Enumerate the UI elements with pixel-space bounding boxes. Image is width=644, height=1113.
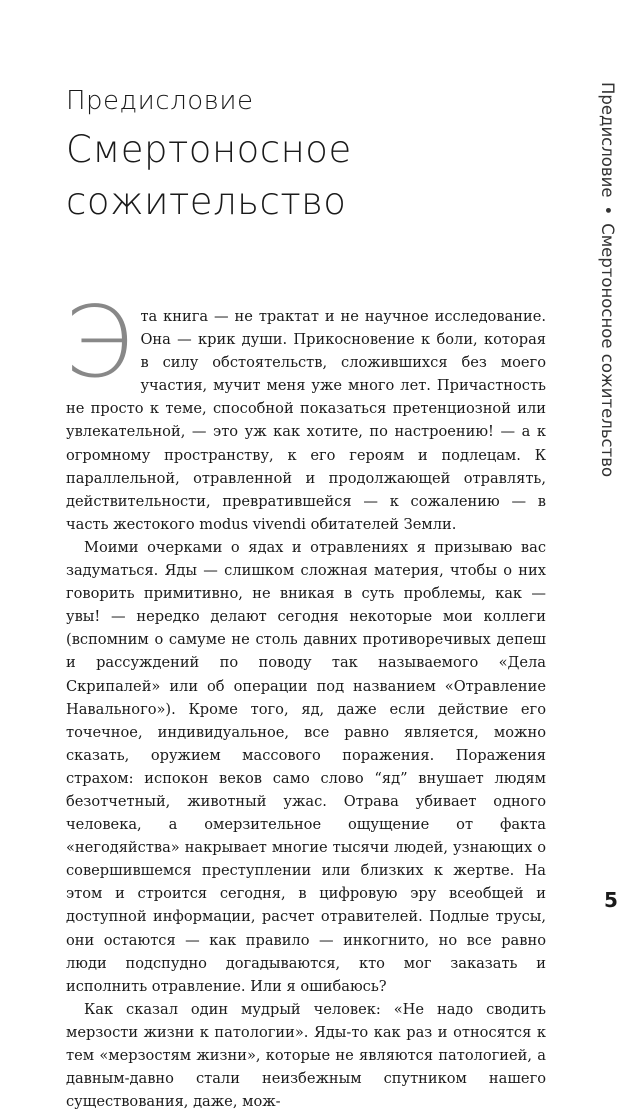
- running-head-section: Предисловие: [598, 82, 617, 198]
- drop-cap: Э: [64, 286, 133, 400]
- running-head: [592, 82, 622, 478]
- paragraph: Как сказал один мудрый человек: «Не надо сводить мерзости жизни к патологии». Яды-то как раз и относятся к тем «мерзостям жизни», которые не являются патологией, а давным-давно стали неизбежным спутником нашего существования, даже, мож-: [66, 1000, 546, 1111]
- chapter-title-line-1: Смертоносное: [66, 128, 352, 171]
- page-number: 5: [604, 888, 618, 912]
- chapter-title: [66, 124, 486, 228]
- paragraph: [64, 286, 546, 536]
- chapter-title-line-2: сожительство: [66, 180, 347, 223]
- paragraph-text: та книга — не трактат и не научное исследование. Она — крик души. Прикосновение к боли, которая в силу обстоятельств, сложившихся без моего участия, мучит меня уже много лет. Причастность не просто к теме, способной показаться претенциозной или увлекательной, — это уж как хотите, по настроению! — а к огромному пространству, к его героям и подлецам. К параллельной, отравленной и продолжающей отравлять, действительности, превратившейся — к сожалению — в часть жестокого modus vivendi обитателей Земли.: [66, 308, 546, 533]
- running-head-chapter: Смертоносное сожительство: [598, 223, 617, 478]
- body-text: [64, 286, 546, 1113]
- chapter-label: Предисловие: [66, 86, 254, 116]
- paragraph: Моими очерками о ядах и отравлениях я призываю вас задуматься. Яды — слишком сложная материя, чтобы о них говорить примитивно, не вникая в суть проблемы, как — увы! — нередко делают сегодня некоторые мои коллеги (вспомним о самуме не столь давних противоречивых депеш и рассуждений по поводу так называемого «Дела Скрипалей» или об операции под названием «Отравление Навального»). Кроме того, яд, даже если действие его точечное, индивидуальное, все равно является, можно сказать, оружием массового поражения. Поражения страхом: испокон веков само слово “яд” внушает людям безотчетный, животный ужас. Отрава убивает одного человека, а омерзительное ощущение от факта «негодяйства» накрывает многие тысячи людей, узнающих о совершившемся преступлении или близких к жертве. На этом и строится сегодня, в цифровую эру всеобщей и доступной информации, расчет отравителей. Подлые трусы, они остаются — как правило — инкогнито, но все равно люди подспудно догадываются, кто мог заказать и исполнить отравление. Или я ошибаюсь?: [66, 538, 546, 995]
- running-head-bullet: •: [598, 205, 617, 216]
